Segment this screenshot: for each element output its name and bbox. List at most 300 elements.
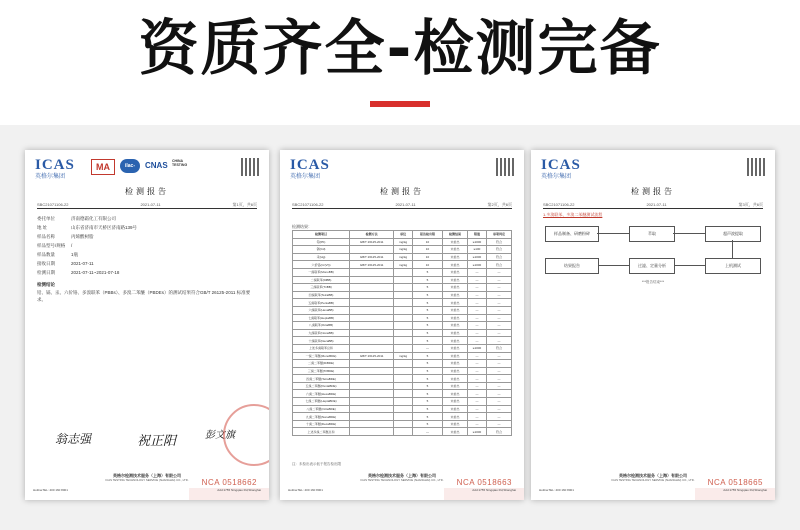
table-cell: mg/kg [394, 253, 413, 261]
table-cell: ≤1000 [468, 428, 487, 436]
table-cell: — [468, 291, 487, 299]
table-cell: — [468, 390, 487, 398]
table-cell: GB/T 26125-2011 [350, 253, 394, 261]
results-table [292, 230, 512, 436]
table-cell: — [468, 299, 487, 307]
qr-code-icon [241, 158, 259, 176]
table-cell: 5 [412, 390, 442, 398]
signature-3: 彭文旗 [205, 430, 235, 441]
table-cell: mg/kg [394, 352, 413, 360]
table-cell: GB/T 26125-2011 [350, 352, 394, 360]
table-cell: — [486, 420, 511, 428]
table-cell: 二溴联苯(DiBB) [293, 276, 350, 284]
table-cell: 未检出 [442, 238, 467, 246]
table-row [293, 291, 512, 299]
report-page-1[interactable] [25, 150, 269, 500]
field-row [37, 214, 257, 223]
table-cell [350, 375, 394, 383]
report-page-3[interactable] [531, 150, 775, 500]
table-cell: 符合 [486, 238, 511, 246]
testing-mark: CHINA TESTING [172, 159, 188, 167]
field-row [37, 268, 257, 277]
field-key: 接收日期 [37, 261, 55, 266]
page-footer [539, 488, 767, 492]
table-cell: mg/kg [394, 246, 413, 254]
report-page: 第2页，共6页 [487, 202, 512, 207]
field-row [37, 259, 257, 268]
table-cell [350, 382, 394, 390]
table-cell: — [486, 405, 511, 413]
table-row [293, 284, 512, 292]
table-cell: 未检出 [442, 299, 467, 307]
field-value: 2021-07-11~2021-07-18 [71, 270, 120, 275]
table-header-cell: 检测项目 [293, 231, 350, 239]
table-cell: 5 [412, 398, 442, 406]
table-cell: — [468, 329, 487, 337]
flow-step-6: 结果报告 [545, 258, 599, 274]
table-row [293, 238, 512, 246]
report-title: 检测报告 [125, 187, 169, 196]
report-date: 2021-07-11 [395, 202, 416, 207]
table-row [293, 306, 512, 314]
table-cell [350, 413, 394, 421]
table-row [293, 382, 512, 390]
table-cell [394, 299, 413, 307]
test-flowchart [543, 220, 763, 300]
table-row [293, 390, 512, 398]
icas-logo [541, 158, 581, 181]
table-cell: — [486, 314, 511, 322]
report-title: 检测报告 [380, 187, 424, 196]
conclusion-text: 铅、镉、汞、六价铬、多溴联苯（PBBs）、多溴二苯醚（PBDEs）的测试结果符合GB/T 26125-2011 标准要求。 [37, 290, 251, 302]
table-cell: 未检出 [442, 284, 467, 292]
table-cell [350, 268, 394, 276]
headline-underline [370, 101, 430, 107]
field-row [37, 241, 257, 250]
field-row [37, 232, 257, 241]
flow-step-1: 样品制备、研磨粉碎 [545, 226, 599, 242]
table-cell: 未检出 [442, 382, 467, 390]
table-cell: — [468, 284, 487, 292]
lab-name-en: ICAS TESTING TECHNOLOGY SERVICE (SHANGHAI) CO., LTD. [360, 478, 444, 482]
field-value: 2021-07-11 [71, 261, 94, 266]
field-key: 样品名称 [37, 234, 55, 239]
table-cell [394, 375, 413, 383]
table-cell: — [468, 382, 487, 390]
table-cell [350, 344, 394, 352]
table-cell: 上述多溴联苯总和 [293, 344, 350, 352]
table-cell: ≤1000 [468, 238, 487, 246]
table-cell: — [468, 420, 487, 428]
table-cell: — [468, 314, 487, 322]
table-row [293, 261, 512, 269]
table-header-cell: 单项判定 [486, 231, 511, 239]
table-cell: — [486, 337, 511, 345]
table-cell: 未检出 [442, 337, 467, 345]
table-row [293, 314, 512, 322]
nca-number: NCA 0518663 [456, 478, 512, 487]
table-cell [394, 291, 413, 299]
table-cell: 符合 [486, 253, 511, 261]
table-cell: ≤100 [468, 246, 487, 254]
table-cell: 未检出 [442, 420, 467, 428]
lab-name: 英格尔检测技术服务（上海）有限公司 [619, 473, 687, 478]
table-cell: — [468, 306, 487, 314]
table-cell [394, 382, 413, 390]
table-cell: — [468, 322, 487, 330]
table-row [293, 344, 512, 352]
table-cell [350, 398, 394, 406]
lab-name-en: ICAS TESTING TECHNOLOGY SERVICE (SHANGHAI) CO., LTD. [611, 478, 695, 482]
table-cell: 未检出 [442, 314, 467, 322]
table-cell: — [486, 375, 511, 383]
table-header-cell: 报告检出限 [412, 231, 442, 239]
report-number: SBC21071106-22 [543, 202, 575, 207]
table-cell: — [486, 284, 511, 292]
table-cell: 未检出 [442, 344, 467, 352]
field-value: 1瓶 [71, 252, 79, 257]
table-cell [350, 314, 394, 322]
field-value: 丙烯酸树脂 [71, 234, 94, 239]
table-cell: mg/kg [394, 238, 413, 246]
table-cell: 三溴二苯醚(TriBDE) [293, 367, 350, 375]
table-cell: 5 [412, 314, 442, 322]
table-cell: 未检出 [442, 360, 467, 368]
table-cell [394, 405, 413, 413]
table-cell: — [486, 352, 511, 360]
table-cell [394, 413, 413, 421]
field-value: 济南德霜化工有限公司 [71, 216, 116, 221]
table-cell: — [468, 276, 487, 284]
table-cell: 5 [412, 405, 442, 413]
table-cell: 七溴二苯醚(HeptaBDE) [293, 398, 350, 406]
table-cell: ≤1000 [468, 253, 487, 261]
table-row [293, 420, 512, 428]
table-cell: 5 [412, 306, 442, 314]
table-cell [350, 322, 394, 330]
lab-name: 英格尔检测技术服务（上海）有限公司 [113, 473, 181, 478]
table-cell: 5 [412, 382, 442, 390]
report-date: 2021-07-11 [646, 202, 667, 207]
table-header-cell: 限值 [468, 231, 487, 239]
table-cell: — [486, 367, 511, 375]
table-row [293, 337, 512, 345]
field-value: / [71, 243, 73, 248]
table-cell: 未检出 [442, 291, 467, 299]
table-cell: 八溴二苯醚(OctaBDE) [293, 405, 350, 413]
table-cell: 5 [412, 352, 442, 360]
flow-step-5: 过滤、定量分析 [629, 258, 675, 274]
logo-subtext: 英格尔集团 [35, 174, 66, 180]
table-row [293, 405, 512, 413]
table-cell: 八溴联苯(OctaBB) [293, 322, 350, 330]
table-cell: 10 [412, 261, 442, 269]
table-cell: mg/kg [394, 261, 413, 269]
table-cell: — [486, 382, 511, 390]
table-cell: 符合 [486, 428, 511, 436]
results-label: 检测结果： [292, 224, 312, 229]
table-cell: 未检出 [442, 405, 467, 413]
table-cell: — [486, 390, 511, 398]
table-cell: 5 [412, 329, 442, 337]
table-body [293, 238, 512, 435]
table-cell: 未检出 [442, 375, 467, 383]
field-key: 检测日期 [37, 270, 55, 275]
table-cell: 未检出 [442, 398, 467, 406]
table-cell: 六价铬(Cr(VI)) [293, 261, 350, 269]
table-row [293, 329, 512, 337]
table-cell: 五溴联苯(PentaBB) [293, 299, 350, 307]
table-cell: 未检出 [442, 329, 467, 337]
footer-address: Add:1755 Ningqiao Rd,Shanghai [472, 488, 516, 492]
table-row [293, 352, 512, 360]
qr-code-icon [747, 158, 765, 176]
field-key: 样品型号/规格 [37, 243, 66, 248]
table-cell [394, 268, 413, 276]
table-cell: — [486, 413, 511, 421]
table-cell: 七溴联苯(HeptaBB) [293, 314, 350, 322]
table-cell: GB/T 26125-2011 [350, 261, 394, 269]
field-row [37, 250, 257, 259]
qr-code-icon [496, 158, 514, 176]
table-cell: 未检出 [442, 322, 467, 330]
table-cell: 未检出 [442, 413, 467, 421]
page-footer [288, 488, 516, 492]
report-number: SBC21071106-22 [292, 202, 324, 207]
table-row [293, 375, 512, 383]
table-cell [350, 360, 394, 368]
table-cell: — [468, 375, 487, 383]
flow-title: 1.多溴联苯、多溴二苯醚测试流程 [543, 212, 603, 217]
table-cell: 5 [412, 268, 442, 276]
table-header-cell: 单位 [394, 231, 413, 239]
table-cell: 十溴联苯(DecaBB) [293, 337, 350, 345]
table-row [293, 246, 512, 254]
table-cell: 5 [412, 337, 442, 345]
table-row [293, 413, 512, 421]
report-title: 检测报告 [631, 187, 675, 196]
table-cell: GB/T 26125-2011 [350, 238, 394, 246]
table-cell [350, 390, 394, 398]
table-cell [350, 291, 394, 299]
table-cell: 未检出 [442, 367, 467, 375]
accreditation-marks [91, 159, 198, 183]
footer-hotline: HotlineTEL: 400 160 8001 [33, 488, 68, 492]
table-cell: 未检出 [442, 253, 467, 261]
header-rule [543, 208, 763, 209]
table-cell: — [486, 291, 511, 299]
table-cell: 5 [412, 420, 442, 428]
table-cell [394, 360, 413, 368]
table-row [293, 398, 512, 406]
table-cell: — [468, 268, 487, 276]
table-cell: — [486, 306, 511, 314]
icas-logo [290, 158, 330, 181]
table-cell: — [486, 398, 511, 406]
red-seal-stamp [223, 404, 269, 466]
table-cell: 10 [412, 238, 442, 246]
table-row [293, 276, 512, 284]
logo-text: ICAS [541, 157, 581, 173]
flow-step-4: 上机测试 [705, 258, 761, 274]
table-cell [394, 276, 413, 284]
table-cell: 未检出 [442, 261, 467, 269]
table-cell [394, 329, 413, 337]
table-cell [394, 322, 413, 330]
table-cell: — [486, 276, 511, 284]
flow-caption: ***报告结束*** [641, 280, 665, 284]
table-cell: 上述多溴二苯醚总和 [293, 428, 350, 436]
field-key: 样品数量 [37, 252, 55, 257]
field-row [37, 223, 257, 232]
table-cell: — [486, 360, 511, 368]
flow-arrow [673, 265, 705, 266]
table-row [293, 299, 512, 307]
table-cell: 六溴联苯(HexaBB) [293, 306, 350, 314]
table-cell: 符合 [486, 261, 511, 269]
table-row [293, 268, 512, 276]
page-headline: 资质齐全-检测完备 [138, 14, 662, 84]
table-cell: — [486, 268, 511, 276]
lab-name-en: ICAS TESTING TECHNOLOGY SERVICE (SHANGHAI) CO., LTD. [105, 478, 189, 482]
table-cell: 三溴联苯(TriBB) [293, 284, 350, 292]
table-row [293, 428, 512, 436]
table-cell: 10 [412, 253, 442, 261]
logo-subtext: 英格尔集团 [290, 174, 321, 180]
table-cell: 一溴联苯(MonoBB) [293, 268, 350, 276]
table-cell [350, 420, 394, 428]
header-rule [292, 208, 512, 209]
table-cell: 5 [412, 360, 442, 368]
table-cell: 未检出 [442, 390, 467, 398]
table-cell: — [486, 322, 511, 330]
table-cell: 5 [412, 375, 442, 383]
table-cell: ≤1000 [468, 261, 487, 269]
table-cell: — [412, 428, 442, 436]
table-cell: 九溴联苯(NonaBB) [293, 329, 350, 337]
table-cell: 二溴二苯醚(DiBDE) [293, 360, 350, 368]
table-cell: — [468, 337, 487, 345]
field-value: 山东省济南市天桥区济南路139号 [71, 225, 138, 230]
table-cell [350, 306, 394, 314]
cnas-mark: CNAS [145, 161, 168, 170]
lab-name: 英格尔检测技术服务（上海）有限公司 [368, 473, 436, 478]
flow-step-3: 超声波提取 [705, 226, 761, 242]
table-cell: — [468, 413, 487, 421]
table-cell: 未检出 [442, 276, 467, 284]
flow-arrow [732, 240, 733, 258]
table-cell: 镉(Cd) [293, 246, 350, 254]
table-cell: — [486, 299, 511, 307]
table-cell: 符合 [486, 246, 511, 254]
table-cell: 5 [412, 284, 442, 292]
table-cell: — [468, 398, 487, 406]
table-cell [350, 405, 394, 413]
table-cell: — [468, 367, 487, 375]
table-header-cell: 检测结果 [442, 231, 467, 239]
report-page: 第3页，共6页 [738, 202, 763, 207]
table-cell [394, 306, 413, 314]
table-cell: — [486, 329, 511, 337]
logo-text: ICAS [290, 157, 330, 173]
table-cell [394, 420, 413, 428]
report-number: SBC21071106-22 [37, 202, 69, 207]
report-page: 第1页，共6页 [232, 202, 257, 207]
table-cell: — [412, 344, 442, 352]
nca-number: NCA 0518665 [707, 478, 763, 487]
table-cell: 十溴二苯醚(DecaBDE) [293, 420, 350, 428]
flow-arrow [673, 233, 705, 234]
table-cell: 符合 [486, 344, 511, 352]
table-cell: 10 [412, 246, 442, 254]
flow-step-2: 萃取 [629, 226, 675, 242]
table-cell [394, 344, 413, 352]
table-header-cell: 检测方法 [350, 231, 394, 239]
table-cell: 未检出 [442, 428, 467, 436]
table-cell [350, 428, 394, 436]
field-key: 地 址 [37, 225, 48, 230]
table-cell [350, 367, 394, 375]
table-cell [394, 428, 413, 436]
table-cell: ≤1000 [468, 344, 487, 352]
table-cell: 未检出 [442, 352, 467, 360]
nca-number: NCA 0518662 [201, 478, 257, 487]
table-cell [394, 337, 413, 345]
ilac-mark: ilac-MRA [120, 159, 140, 173]
table-header-row [293, 231, 512, 239]
table-cell [394, 398, 413, 406]
table-cell: 汞(Hg) [293, 253, 350, 261]
flow-arrow [597, 233, 629, 234]
table-cell [350, 246, 394, 254]
footer-address: Add:1755 Ningqiao Rd,Shanghai [723, 488, 767, 492]
table-row [293, 360, 512, 368]
table-cell [394, 390, 413, 398]
table-cell: 四溴二苯醚(TetraBDE) [293, 375, 350, 383]
table-cell: — [468, 352, 487, 360]
table-cell: 九溴二苯醚(NonaBDE) [293, 413, 350, 421]
table-cell: 5 [412, 413, 442, 421]
table-row [293, 367, 512, 375]
table-cell [394, 367, 413, 375]
report-page-2[interactable] [280, 150, 524, 500]
conclusion-label: 检测结论 [37, 282, 55, 287]
table-row [293, 322, 512, 330]
ma-mark: MA [91, 159, 115, 175]
table-row [293, 253, 512, 261]
flow-arrow [597, 265, 629, 266]
report-fields [37, 214, 257, 303]
table-cell: 四溴联苯(TetraBB) [293, 291, 350, 299]
table-cell: 5 [412, 367, 442, 375]
footer-hotline: HotlineTEL: 400 160 8001 [539, 488, 574, 492]
table-cell: 5 [412, 299, 442, 307]
table-cell [394, 284, 413, 292]
table-note: 注：未检出表示低于报告检出限 [292, 462, 341, 466]
footer-address: Add:1755 Ningqiao Rd,Shanghai [217, 488, 261, 492]
page-footer [33, 488, 261, 492]
signature-1: 翁志强 [55, 432, 92, 446]
icas-logo [35, 158, 75, 181]
table-cell [350, 337, 394, 345]
table-cell [350, 276, 394, 284]
report-date: 2021-07-11 [140, 202, 161, 207]
table-cell: 5 [412, 291, 442, 299]
header-rule [37, 208, 257, 209]
table-cell [350, 284, 394, 292]
table-cell: 六溴二苯醚(HexaBDE) [293, 390, 350, 398]
field-key: 委托单位 [37, 216, 55, 221]
